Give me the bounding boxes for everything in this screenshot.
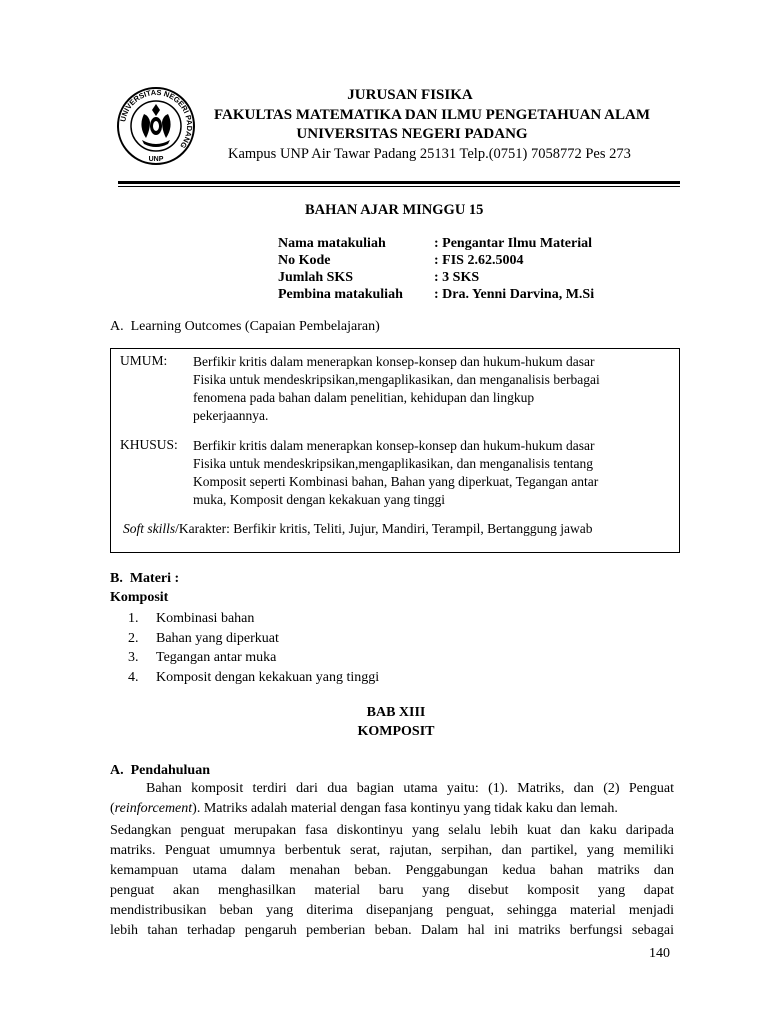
term-reinforcement: reinforcement — [114, 801, 193, 816]
chapter-title: KOMPOSIT — [357, 724, 435, 739]
soft-skills-text: /Karakter: Berfikir kritis, Teliti, Jujur, Mandiri, Terampil, Bertanggung jawab — [175, 521, 593, 536]
course-info-row: No Kode : FIS 2.62.5004 — [278, 253, 524, 268]
soft-skills — [123, 521, 593, 537]
materi-heading: B. Materi : — [110, 571, 180, 586]
learning-outcomes-heading: A. Learning Outcomes (Capaian Pembelajaran) — [110, 319, 380, 334]
logo-ring-text: UNIVERSITAS NEGERI PADANG — [118, 87, 195, 150]
course-info-row: Jumlah SKS : 3 SKS — [278, 270, 480, 285]
learning-outcomes-box — [110, 348, 680, 553]
list-item: 4. Komposit dengan kekakuan yang tinggi — [128, 669, 380, 685]
umum-label: UMUM: — [120, 353, 168, 368]
paragraph-line: (reinforcement). Matriks adalah material dengan fasa kontinyu yang tidak kaku dan lemah. — [110, 801, 618, 816]
list-item: 1. Kombinasi bahan — [128, 611, 255, 626]
paragraph-line: matriks. Penguat umumnya berbentuk serat, rajutan, serpihan, dan partikel, yang memiliki — [110, 843, 674, 858]
header-divider — [118, 181, 680, 184]
umum-text: Berfikir kritis dalam menerapkan konsep-konsep dan hukum-hukum dasar Fisika untuk mendeskripsikan,mengaplikasikan, dan menganalisis berbagai fenomena pada bahan dalam penelitian, kehidupan dan lingkup pekerjaannya. — [193, 354, 600, 423]
paragraph-line: Sedangkan penguat merupakan fasa diskontinyu yang selalu lebih kuat dan kaku daripada — [110, 823, 674, 838]
chapter-number: BAB XIII — [366, 705, 426, 720]
header-university: UNIVERSITAS NEGERI PADANG — [296, 126, 528, 142]
paragraph-line: kemampuan utama dalam menahan beban. Penggabungan kedua bahan matriks dan — [110, 863, 674, 878]
paragraph-body — [110, 821, 674, 941]
logo-abbrev: UNP — [148, 156, 164, 163]
course-info — [278, 235, 594, 303]
paragraph-line: mendistribusikan beban yang diterima disepanjang penguat, sehingga material menjadi — [110, 903, 674, 918]
list-item: 2. Bahan yang diperkuat — [128, 630, 279, 646]
course-info-row: Pembina matakuliah : Dra. Yenni Darvina, M.Si — [278, 287, 595, 302]
header-divider-thin — [118, 186, 680, 187]
page-number: 140 — [649, 946, 670, 961]
khusus-label: KHUSUS: — [120, 437, 178, 452]
paragraph-line: lebih tahan terhadap pengaruh pemberian beban. Dalam hal ini matriks berfungsi sebagai — [110, 923, 674, 938]
header-faculty: FAKULTAS MATEMATIKA DAN ILMU PENGETAHUAN ALAM — [214, 107, 650, 123]
list-item: 3. Tegangan antar muka — [128, 650, 277, 665]
paragraph-line: Bahan komposit terdiri dari dua bagian utama yaitu: (1). Matriks, dan (2) Penguat — [146, 781, 674, 796]
materi-topic: Komposit — [110, 590, 169, 605]
header-dept: JURUSAN FISIKA — [347, 87, 473, 103]
materi-list — [128, 609, 379, 687]
header-address: Kampus UNP Air Tawar Padang 25131 Telp.(0751) 7058772 Pes 273 — [228, 146, 631, 162]
course-info-row: Nama matakuliah : Pengantar Ilmu Material — [278, 236, 592, 251]
khusus-text: Berfikir kritis dalam menerapkan konsep-konsep dan hukum-hukum dasar Fisika untuk mendeskripsikan,mengaplikasikan, dan menganalisis tentang Komposit seperti Kombinasi bahan, Bahan yang diperkuat, Tegangan antar muka, Komposit dengan kekakuan yang tinggi — [193, 438, 599, 507]
page-title: BAHAN AJAR MINGGU 15 — [305, 202, 484, 218]
pendahuluan-heading: A. Pendahuluan — [110, 763, 210, 778]
unp-seal-icon — [116, 86, 196, 166]
soft-skills-label: Soft skills — [123, 521, 176, 536]
university-logo — [116, 86, 196, 166]
paragraph-line: penguat akan menghasilkan material baru yang disebut komposit yang dapat — [110, 883, 674, 898]
